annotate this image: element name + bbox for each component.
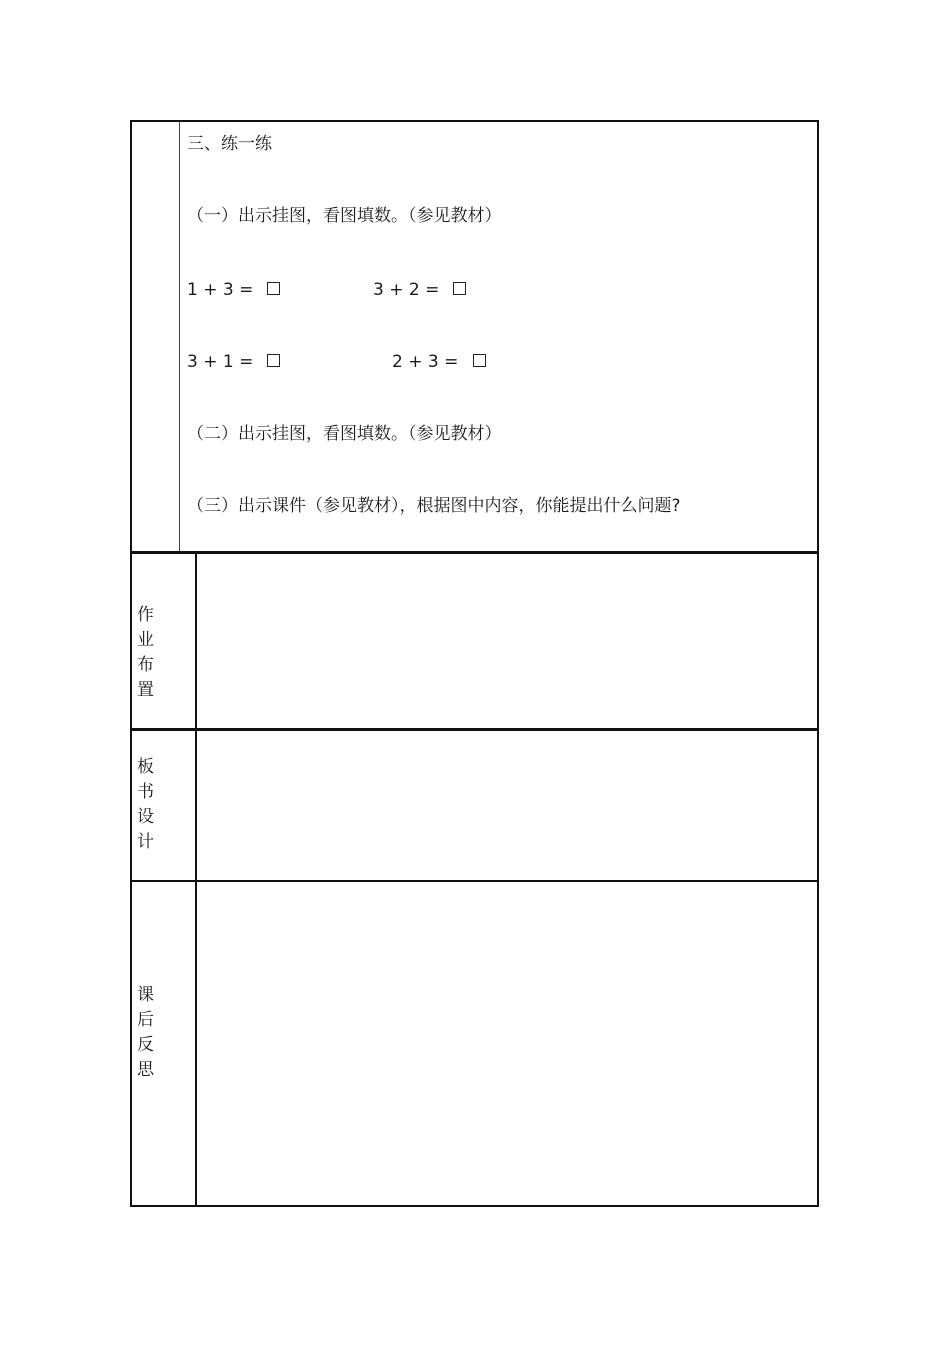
answer-box-1 xyxy=(267,282,280,295)
answer-box-3 xyxy=(267,354,280,367)
table-top-border xyxy=(130,120,819,122)
answer-box-2 xyxy=(453,282,466,295)
answer-box-4 xyxy=(473,354,486,367)
equation-1: 1 + 3 = xyxy=(187,280,254,300)
practice-section-divider xyxy=(179,122,180,552)
practice-task-3: （三）出示课件（参见教材），根据图中内容，你能提出什么问题? xyxy=(187,496,681,516)
practice-heading: 三、练一练 xyxy=(187,134,272,154)
table-right-border xyxy=(817,120,819,1207)
reflection-cell[interactable] xyxy=(197,882,817,1205)
table-bottom-border xyxy=(130,1205,819,1207)
board-design-cell[interactable] xyxy=(197,731,817,880)
homework-cell[interactable] xyxy=(197,554,817,728)
table-left-border xyxy=(130,120,132,1207)
equation-4: 2 + 3 = xyxy=(392,352,459,372)
equation-3: 3 + 1 = xyxy=(187,352,254,372)
practice-task-1: （一）出示挂图，看图填数。（参见教材） xyxy=(187,206,502,226)
row-label-reflection: 课后反思 xyxy=(137,985,154,1080)
equation-2: 3 + 2 = xyxy=(373,280,440,300)
practice-task-2: （二）出示挂图，看图填数。（参见教材） xyxy=(187,424,502,444)
row-label-board-design: 板书设计 xyxy=(137,757,154,852)
row-label-homework: 作业布置 xyxy=(137,605,154,700)
